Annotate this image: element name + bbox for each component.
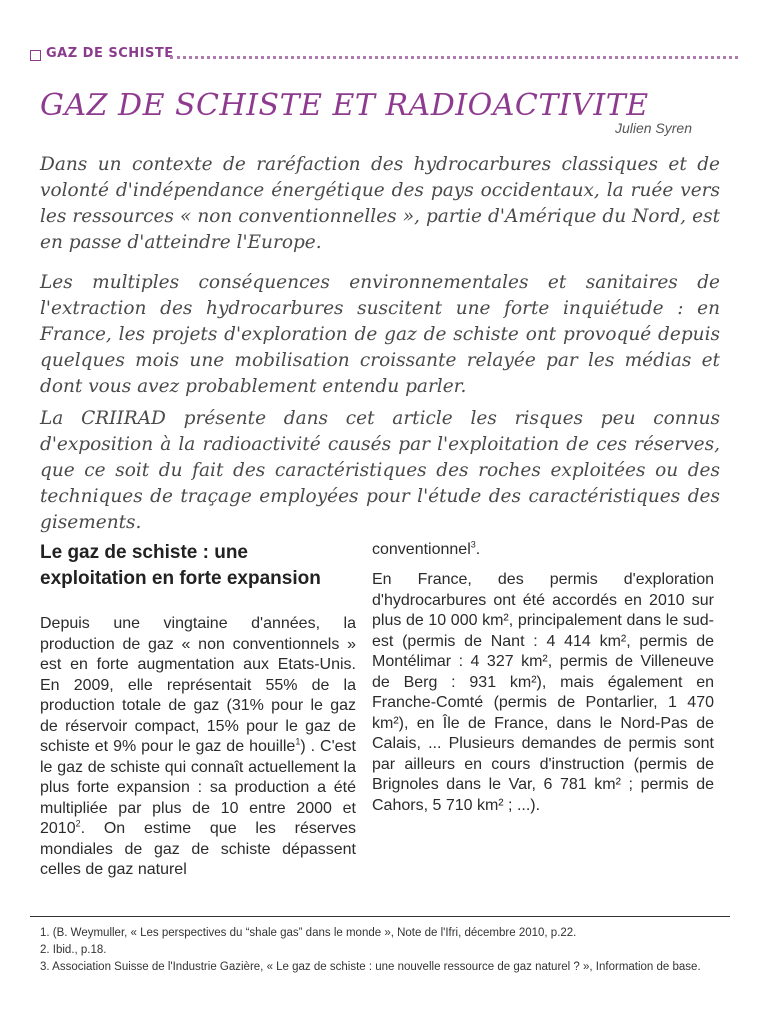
footnote-ref: 3 (470, 539, 476, 550)
intro-paragraph: Les multiples conséquences environnementales et sanitaires de l'extraction des hydrocarbures suscitent une forte inquiétude : en France, les projets d'exploration de gaz de schiste ont provoqué depuis quelques mois une mobilisation croissante relayée par les médias et dont vous avez probablement entendu parler. (40, 272, 720, 397)
footnote-item: 3. Association Suisse de l'Industrie Gazière, « Le gaz de schiste : une nouvelle ressource de gaz naturel ? », Information de base. (40, 961, 701, 973)
footnotes-list (40, 925, 730, 976)
intro-paragraph: La CRIIRAD présente dans cet article les risques peu connus d'exposition à la radioactivité causés par l'exploitation de ces réserves, que ce soit du fait des caractéristiques des roches exploitées ou des techniques de traçage employées pour l'étude des caractéristiques des gisements. (40, 408, 720, 533)
left-column-paragraph (40, 614, 356, 881)
intro-paragraph: Dans un contexte de raréfaction des hydrocarbures classiques et de volonté d'indépendance énergétique des pays occidentaux, la ruée vers les ressources « non conventionnelles », partie d'Amérique du Nord, est en passe d'atteindre l'Europe. (40, 154, 720, 253)
paragraph-text: . On estime que les réserves mondiales de gaz de schiste dépassent celles de gaz naturel (40, 820, 356, 878)
dotted-divider (170, 56, 738, 59)
footnote-divider (30, 916, 730, 917)
section-heading: Le gaz de schiste : une exploitation en forte expansion (40, 542, 321, 589)
paragraph-text: ) . C'est le gaz de schiste qui connaît actuellement la plus forte expansion : sa production a été multipliée par plus de 10 entre 2000 et 2010 (40, 738, 356, 837)
right-column-continuation (372, 540, 714, 561)
article-title: GAZ DE SCHISTE ET RADIOACTIVITE (40, 88, 649, 123)
right-column-paragraph: En France, des permis d'exploration d'hydrocarbures ont été accordés en 2010 sur plus de 10 000 km², principalement dans le sud-est (permis de Nant : 4 414 km², permis de Montélimar : 4 327 km², permis de Villeneuve de Berg : 931 km²), mais également en Franche-Comté (permis de Pontarlier, 1 470 km²), en Île de France, dans le Nord-Pas de Calais, ... Plusieurs demandes de permis sont par ailleurs en cours d'instruction (permis de Brignoles dans le Var, 6 781 km² ; permis de Cahors, 5 710 km² ; ...). (372, 571, 714, 814)
footnote-ref: 1 (295, 736, 301, 747)
footnote-item: 2. Ibid., p.18. (40, 944, 107, 956)
section-header-label: GAZ DE SCHISTE (46, 46, 174, 61)
paragraph-text: . (475, 541, 481, 558)
footnote-item: 1. (B. Weymuller, « Les perspectives du “shale gas” dans le monde », Note de l'Ifri, décembre 2010, p.22. (40, 927, 577, 939)
paragraph-text: Depuis une vingtaine d'années, la production de gaz « non conventionnels » est en forte augmentation aux Etats-Unis. En 2009, elle représentait 55% de la production totale de gaz (31% pour le gaz de réservoir compact, 15% pour le gaz de schiste et 9% pour le gaz de houille (40, 615, 356, 755)
footnote-ref: 2 (75, 818, 81, 829)
checkbox-square-icon (30, 50, 41, 61)
section-header (30, 46, 738, 66)
article-author: Julien Syren (614, 120, 692, 136)
paragraph-text: conventionnel (372, 541, 471, 558)
